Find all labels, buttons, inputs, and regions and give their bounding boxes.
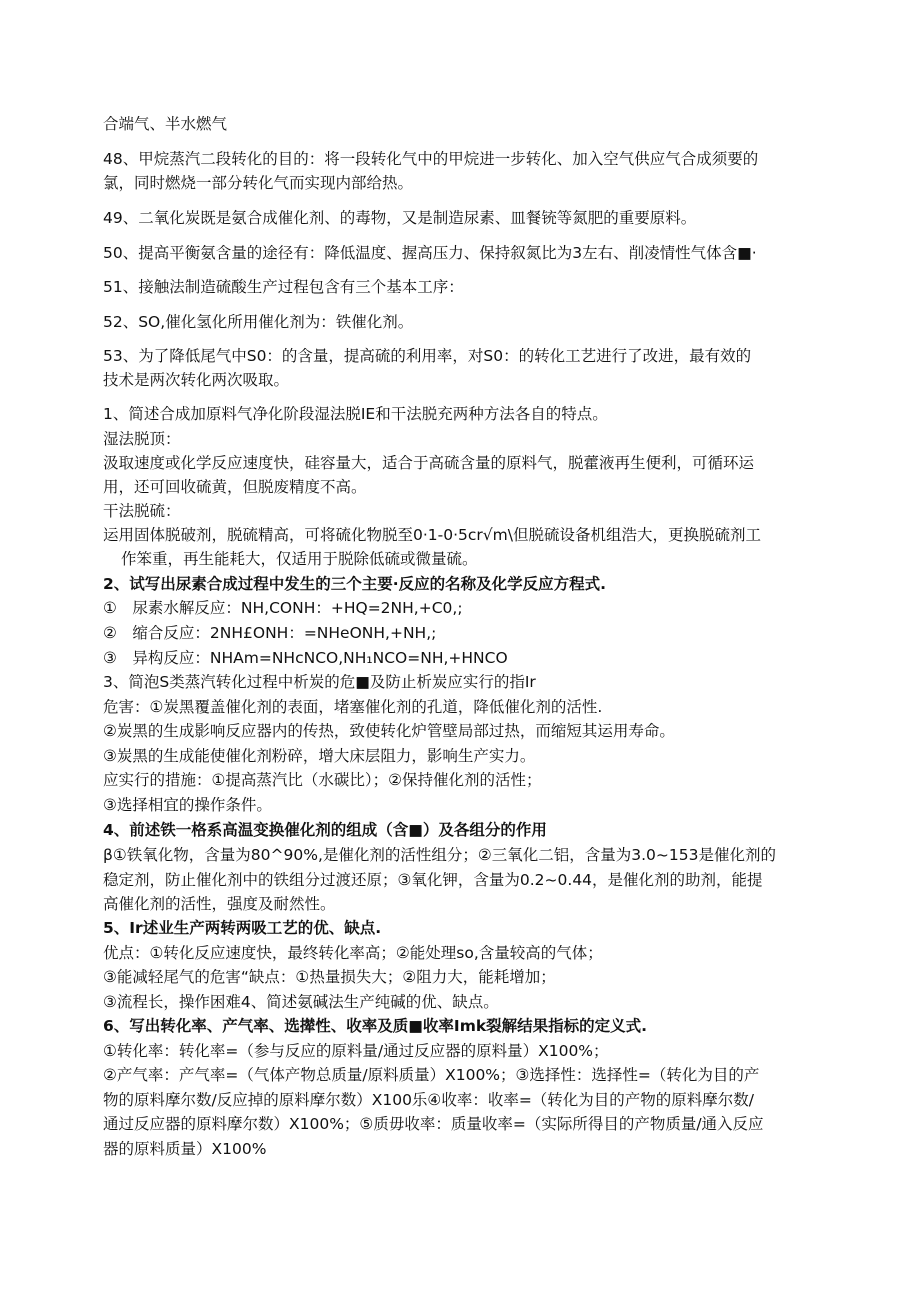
text-line: 49、二氧化炭既是氨合成催化剂、的毒物，又是制造尿素、皿餐铳等氮肥的重要原料。 — [103, 209, 697, 227]
text-line: 48、甲烷蒸汽二段转化的目的：将一段转化气中的甲烷进一步转化、加入空气供应气合成须要的 — [103, 150, 759, 168]
question-heading: 6、写出转化率、产气率、选撵性、收率及质■收率Imk裂解结果指标的定义式. — [103, 1017, 648, 1035]
list-item: ② 缩合反应：2NH£ONH：=NHeONH,+NH,; — [103, 624, 437, 642]
text-line: 器的原料质量）X100% — [103, 1140, 267, 1158]
question-heading: 2、试写出尿素合成过程中发生的三个主要·反应的名称及化学反应方程式. — [103, 575, 607, 593]
text-line: 用，还可回收硫黄，但脱废精度不高。 — [103, 478, 367, 496]
text-line: ③流程长，操作困难4、简述氨碱法生产纯碱的优、缺点。 — [103, 993, 499, 1011]
text-line: ②产气率：产气率=（气体产物总质量/原料质量）X100%；③选择性：选择性=（转化为目的产 — [103, 1066, 760, 1084]
text-line: 优点：①转化反应速度快，最终转化率高；②能处理so,含量较高的气体； — [103, 944, 603, 962]
question-heading: 3、简泡S类蒸汽转化过程中析炭的危■及防止析炭应实行的指Ir — [103, 673, 536, 691]
text-line: 52、SO,催化氢化所用催化剂为：铁催化剂。 — [103, 313, 414, 331]
text-line: 通过反应器的原料摩尔数）X100%；⑤质毋收率：质量收率=（实际所得目的产物质量/通入反应 — [103, 1115, 764, 1133]
text-line: 物的原料摩尔数/反应掉的原料摩尔数）X100乐④收率：收率=（转化为目的产物的原料摩尔数/ — [103, 1091, 755, 1109]
text-line: 运用固体脱破剂，脱硫精高，可将硫化物脱至0·1-0·5cr√m\但脱硫设备机组浩大，更换脱硫剂工 — [103, 526, 761, 544]
text-line: 湿法脱顶： — [103, 430, 181, 448]
text-line: ③选择相宜的操作条件。 — [103, 796, 272, 814]
text-line: 50、提高平衡氨含量的途径有：降低温度、握高压力、保持叙氮比为3左右、削凌情性气体含■· — [103, 244, 757, 262]
text-line: 51、接触法制造硫酸生产过程包含有三个基本工序： — [103, 278, 464, 296]
text-line: 合端气、半水燃气 — [103, 115, 228, 133]
text-line: 干法脱硫： — [103, 502, 181, 520]
text-line: ②炭黑的生成影响反应器内的传热，致使转化炉管壁局部过热，而缩短其运用寿命。 — [103, 722, 675, 740]
text-line: 53、为了降低尾气中S0：的含量，提高硫的利用率，对S0：的转化工艺进行了改进，最有效的 — [103, 347, 752, 365]
question-heading: 4、前述铁一格系高温变换催化剂的组成（含■）及各组分的作用 — [103, 821, 547, 839]
list-item: ① 尿素水解反应：NH,CONH：+HQ=2NH,+C0,; — [103, 599, 463, 617]
text-line: ①转化率：转化率=（参与反应的原料量/通过反应器的原料量）X100%； — [103, 1042, 609, 1060]
text-line: 氯，同时燃烧一部分转化气而实现内部给热。 — [103, 174, 414, 192]
list-item: ③ 异构反应：NHAm=NHcNCO,NH₁NCO=NH,+HNCO — [103, 649, 508, 667]
text-line: 稳定剂，防止催化剂中的铁组分过渡还原；③氧化钾，含量为0.2~0.44，是催化剂的助剂，能提 — [103, 871, 763, 889]
text-line: 高催化剂的活性，强度及耐然性。 — [103, 895, 336, 913]
text-line: β①铁氧化物，含量为80^90%,是催化剂的活性组分；②三氧化二铝，含量为3.0~153是催化剂的 — [103, 846, 776, 864]
text-line: 作笨重，再生能耗大，仅适用于脱除低硫或微量硫。 — [121, 550, 478, 568]
text-line: ③能减轻尾气的危害“缺点：①热量损失大；②阻力大，能耗增加； — [103, 968, 556, 986]
text-line: ③炭黑的生成能使催化剂粉碎，增大床层阻力，影响生产实力。 — [103, 747, 536, 765]
text-line: 技术是两次转化两次吸取。 — [103, 371, 290, 389]
text-line: 危害：①炭黑覆盖催化剂的表面，堵塞催化剂的孔道，降低催化剂的活性. — [103, 698, 603, 716]
text-line: 1、简述合成加原料气净化阶段湿法脱IE和干法脱充两种方法各自的特点。 — [103, 405, 608, 423]
question-heading: 5、Ir述业生产两转两吸工艺的优、缺点. — [103, 919, 382, 937]
text-line: 应实行的措施：①提高蒸汽比（水碳比）；②保持催化剂的活性； — [103, 771, 542, 789]
text-line: 汲取速度或化学反应速度快，硅容量大，适合于高硫含量的原料气，脱藿液再生便利，可循环运 — [103, 454, 755, 472]
